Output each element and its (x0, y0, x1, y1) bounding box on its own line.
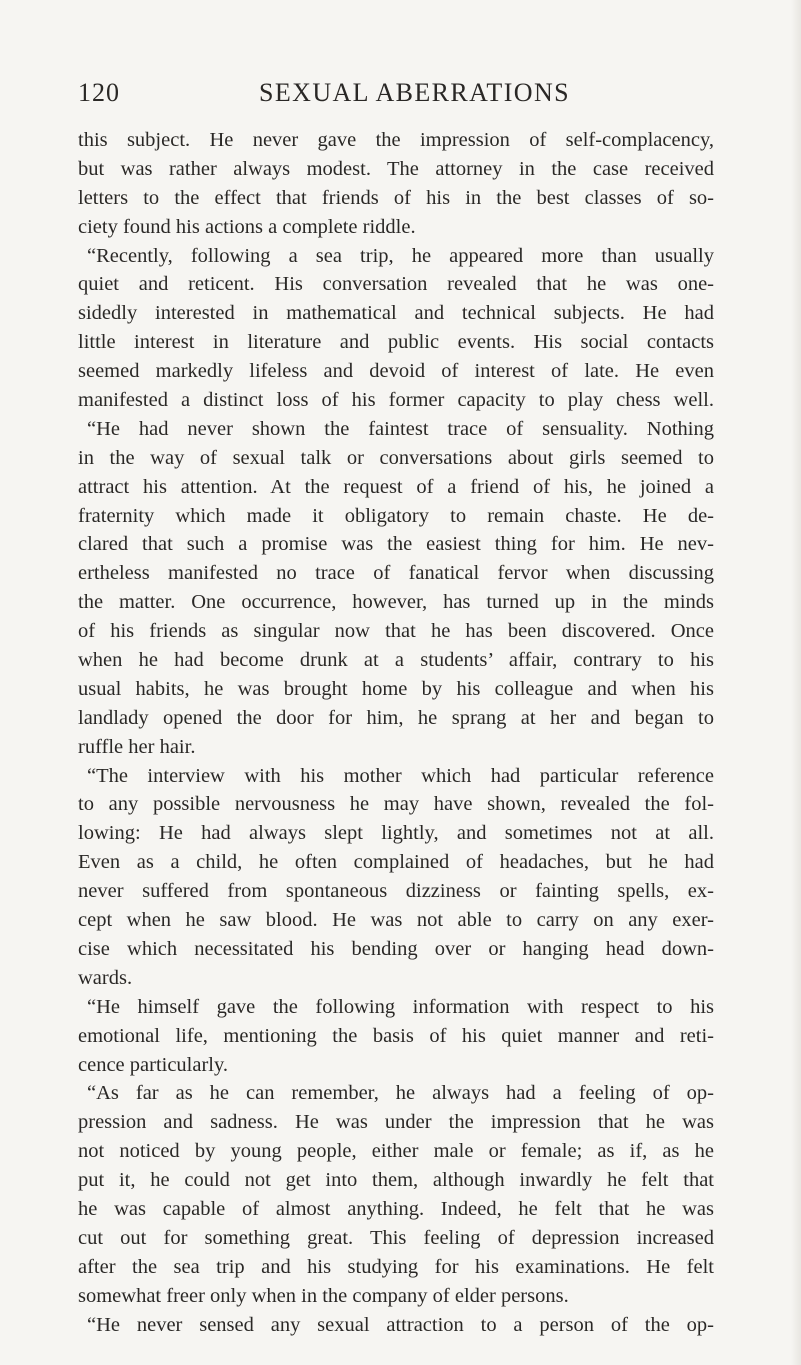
text-line: cut out for something great. This feeling of depression increased (78, 1226, 714, 1249)
text-line: ruffle her hair. (78, 735, 196, 758)
text-line: “As far as he can remember, he always had a feeling of op- (87, 1082, 714, 1105)
text-line: “Recently, following a sea trip, he appeared more than usually (87, 244, 714, 267)
text-line: usual habits, he was brought home by his colleague and when his (78, 677, 714, 700)
text-line: attract his attention. At the request of a friend of his, he joined a (78, 475, 714, 498)
text-line: the matter. One occurrence, however, has turned up in the minds (78, 591, 714, 614)
text-line: landlady opened the door for him, he sprang at her and began to (78, 706, 714, 729)
text-line: fraternity which made it obligatory to remain chaste. He de- (78, 504, 714, 527)
page-number: 120 (78, 78, 120, 107)
page-edge-shadow (791, 0, 801, 1365)
text-line: wards. (78, 966, 133, 989)
text-line: never suffered from spontaneous dizziness or fainting spells, ex- (78, 880, 714, 903)
text-line: lowing: He had always slept lightly, and sometimes not at all. (78, 822, 714, 845)
text-line: quiet and reticent. His conversation revealed that he was one- (78, 273, 714, 296)
running-title: SEXUAL ABERRATIONS (259, 78, 570, 107)
text-line: “He himself gave the following information with respect to his (87, 995, 714, 1018)
text-line: this subject. He never gave the impression of self-complacency, (78, 129, 714, 151)
text-line: to any possible nervousness he may have shown, revealed the fol- (78, 793, 714, 816)
text-line: “He had never shown the faintest trace of sensuality. Nothing (87, 417, 714, 440)
text-line: cept when he saw blood. He was not able to carry on any exer- (78, 909, 714, 932)
text-line: somewhat freer only when in the company of elder persons. (78, 1284, 569, 1307)
page-header (78, 78, 728, 118)
text-line: ciety found his actions a complete riddle. (78, 215, 416, 238)
text-line: put it, he could not get into them, although inwardly he felt that (78, 1169, 714, 1192)
text-line: in the way of sexual talk or conversations about girls seemed to (78, 446, 714, 469)
text-line: emotional life, mentioning the basis of his quiet manner and reti- (78, 1024, 714, 1047)
text-line: ertheless manifested no trace of fanatical fervor when discussing (78, 562, 714, 585)
text-line: “The interview with his mother which had particular reference (87, 764, 714, 787)
text-line: cence particularly. (78, 1053, 229, 1076)
body-text (78, 126, 714, 1339)
text-line: of his friends as singular now that he has been discovered. Once (78, 620, 714, 643)
text-line: Even as a child, he often complained of headaches, but he had (78, 851, 714, 874)
text-line: after the sea trip and his studying for his examinations. He felt (78, 1255, 714, 1278)
text-line: when he had become drunk at a students’ affair, contrary to his (78, 649, 714, 672)
text-line: manifested a distinct loss of his former capacity to play chess well. (78, 389, 714, 412)
text-line: “He never sensed any sexual attraction to a person of the op- (87, 1313, 714, 1336)
text-line: little interest in literature and public events. His social contacts (78, 331, 714, 354)
text-line: not noticed by young people, either male or female; as if, as he (78, 1140, 714, 1163)
text-line: but was rather always modest. The attorney in the case received (78, 157, 714, 180)
text-line: he was capable of almost anything. Indeed, he felt that he was (78, 1197, 714, 1220)
text-line: seemed markedly lifeless and devoid of interest of late. He even (78, 360, 714, 383)
text-line: sidedly interested in mathematical and technical subjects. He had (78, 302, 714, 325)
text-line: cise which necessitated his bending over or hanging head down- (78, 937, 714, 960)
text-line: clared that such a promise was the easiest thing for him. He nev- (78, 533, 714, 556)
text-line: pression and sadness. He was under the impression that he was (78, 1111, 714, 1134)
text-line: letters to the effect that friends of his in the best classes of so- (78, 186, 714, 209)
